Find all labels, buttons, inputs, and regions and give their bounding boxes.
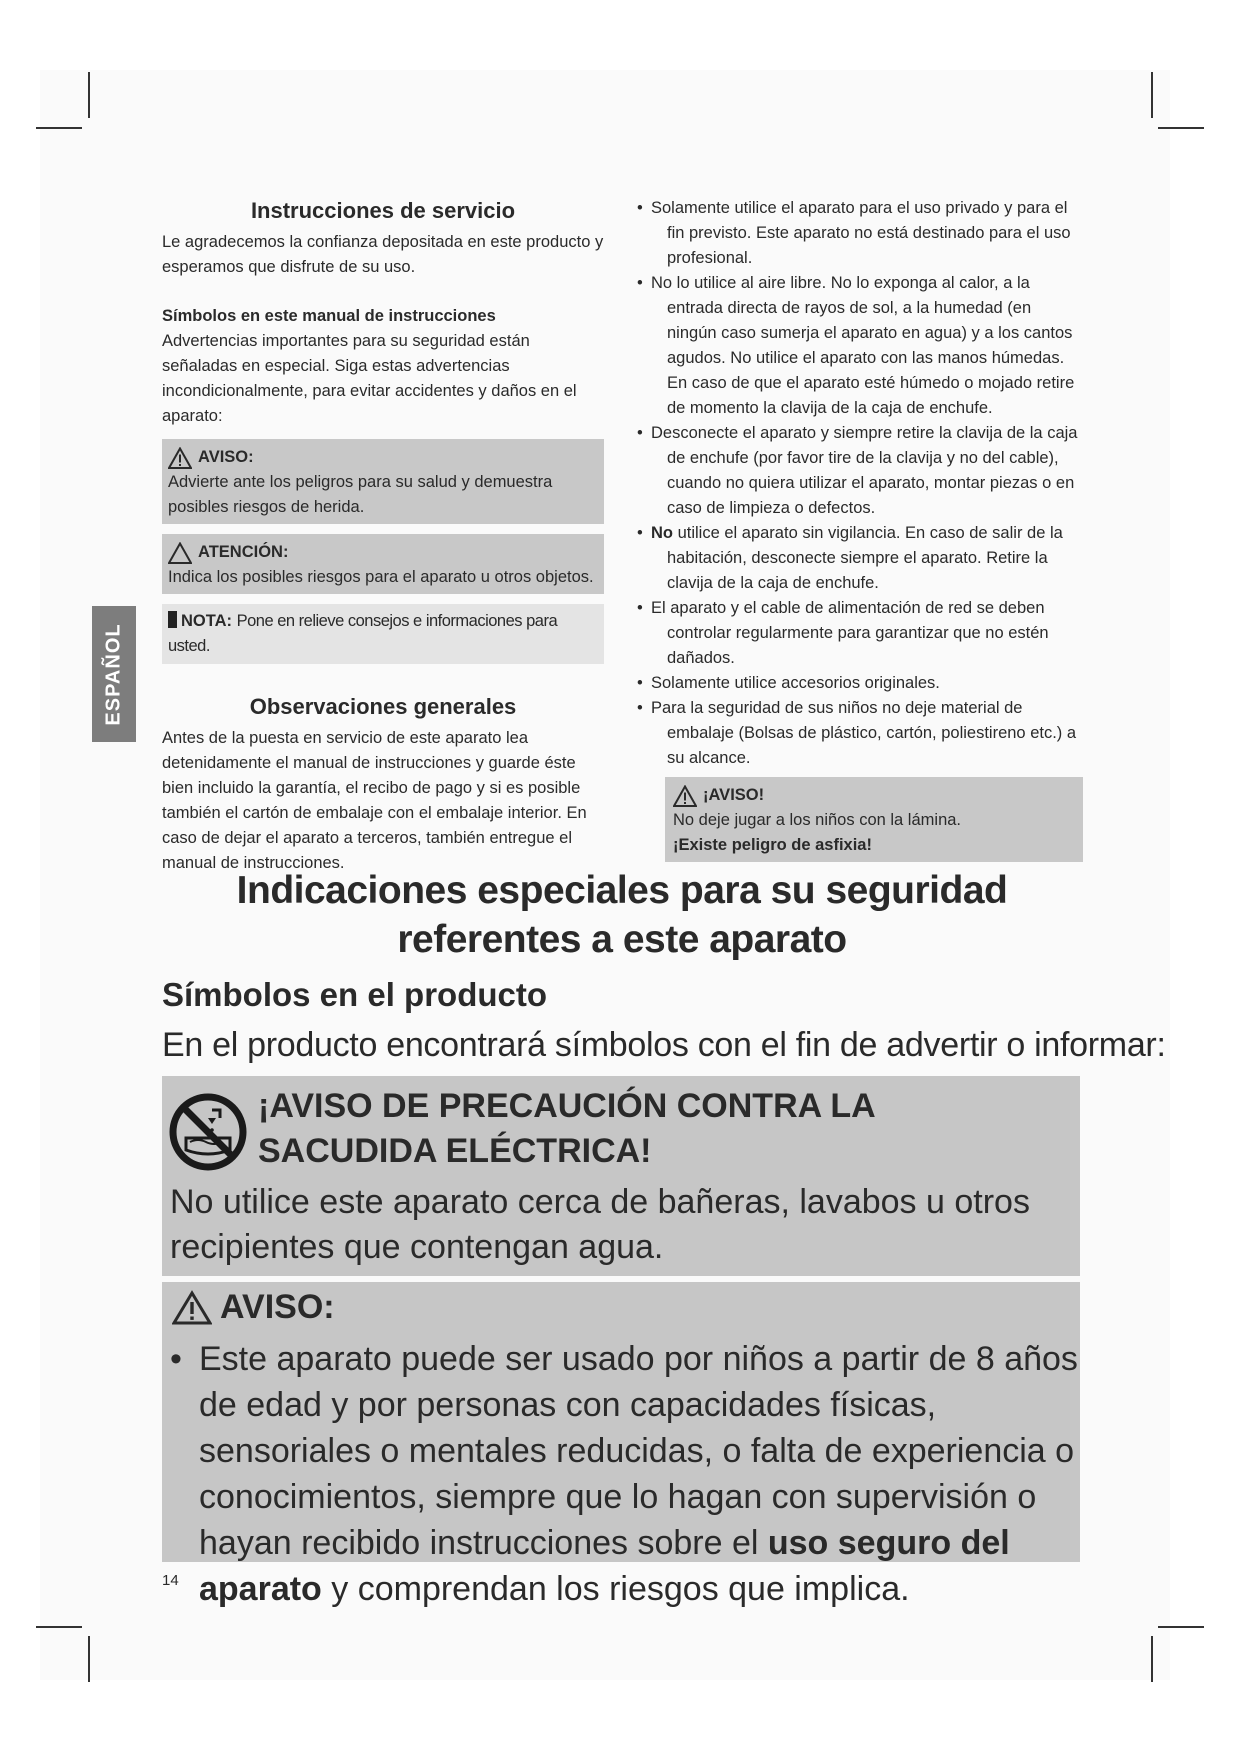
info-icon [168, 611, 177, 628]
safety-bullet-item [637, 696, 1083, 771]
intro-text: Le agradecemos la confianza depositada en este producto y esperamos que disfrute de su uso. [162, 233, 604, 276]
warning-exclamation-icon [172, 1290, 212, 1326]
safety-bullet-text: Desconecte el aparato y siempre retire la clavija de la caja de enchufe (por favor tire de la clavija y no del cable), cuando no quiera utilizar el aparato, montar piezas o en caso de limpieza o defectos. [651, 424, 1078, 517]
special-safety-title-line2: referentes a este aparato [397, 918, 847, 961]
children-aviso-text-bold: uso seguro del aparato [199, 1524, 1010, 1608]
language-tab-label: ESPAÑOL [102, 622, 125, 726]
aviso-suffocation-bold: ¡Existe peligro de asfixia! [673, 836, 872, 854]
aviso-text: Advierte ante los peligros para su salud y demuestra posibles riesgos de herida. [168, 473, 553, 516]
no-water-bath-icon [168, 1092, 248, 1172]
product-symbols-intro: En el producto encontrará símbolos con el fin de advertir o informar: [162, 1026, 1166, 1064]
crop-mark [36, 1626, 82, 1628]
nota-text: Pone en relieve consejos e informaciones para usted. [168, 612, 558, 655]
page-number: 14 [162, 1572, 179, 1589]
crop-mark [1158, 127, 1204, 129]
left-column [162, 196, 604, 876]
crop-mark [88, 72, 90, 118]
nota-label: NOTA: [181, 612, 233, 630]
safety-bullet-emphasis: No [651, 524, 673, 542]
safety-bullet-item [637, 196, 1083, 271]
electric-shock-heading: ¡AVISO DE PRECAUCIÓN CONTRA LA SACUDIDA ELÉCTRICA! [258, 1087, 875, 1170]
safety-bullet-item [637, 421, 1083, 521]
safety-bullet-text: utilice el aparato sin vigilancia. En caso de salir de la habitación, desconecte siempre el aparato. Retire la clavija de la caja de enchufe. [667, 524, 1063, 592]
children-aviso-item: • Este aparato puede ser usado por niños a partir de 8 años de edad y por personas con capacidades físicas, sensoriales o mentales reducidas, o falta de experiencia o conocimientos, siempre que lo hagan con supervisión o hayan recibido instrucciones sobre el uso seguro del aparato y comprendan los riesgos que implica. [170, 1340, 1078, 1608]
children-aviso-text-b: y comprendan los riesgos que implica. [321, 1570, 910, 1608]
nota-box [162, 604, 604, 664]
crop-mark [36, 127, 82, 129]
atencion-label: ATENCIÓN: [198, 543, 289, 561]
electric-shock-warning-box [162, 1076, 1080, 1276]
atencion-box [162, 534, 604, 594]
children-aviso-text-a: Este aparato puede ser usado por niños a partir de 8 años de edad y por personas con capacidades físicas, sensoriales o mentales reducidas, o falta de experiencia o conocimientos, siempre que lo hagan con supervisión o hayan recibido instrucciones sobre el [199, 1340, 1078, 1562]
crop-mark [88, 1636, 90, 1682]
crop-mark [1158, 1626, 1204, 1628]
safety-bullet-text: No lo utilice al aire libre. No lo exponga al calor, a la entrada directa de rayos de sol, a la humedad (en ningún caso sumerja el aparato en agua) y a los cantos agudos. No utilice el aparato con las manos húmedas. En caso de que el aparato esté húmedo o mojado retire de momento la clavija de la caja de enchufe. [651, 274, 1075, 417]
right-column [637, 196, 1083, 862]
safety-bullet-text: El aparato y el cable de alimentación de red se deben controlar regularmente para garantizar que no estén dañados. [651, 599, 1049, 667]
aviso-suffocation-label: ¡AVISO! [703, 786, 765, 804]
warning-exclamation-icon [168, 447, 192, 469]
aviso-box [162, 439, 604, 524]
crop-mark [1151, 72, 1153, 118]
crop-mark [1151, 1636, 1153, 1682]
warning-triangle-icon [168, 542, 192, 564]
safety-bullet-text: Para la seguridad de sus niños no deje material de embalaje (Bolsas de plástico, cartón, poliestireno etc.) a su alcance. [651, 699, 1077, 767]
aviso-suffocation-box [665, 777, 1083, 862]
safety-bullet-item [637, 271, 1083, 421]
safety-bullet-item [637, 596, 1083, 671]
atencion-text: Indica los posibles riesgos para el aparato u otros objetos. [168, 568, 594, 586]
children-aviso-list [162, 1336, 1082, 1612]
electric-shock-text: No utilice este aparato cerca de bañeras, lavabos u otros recipientes que contengan agua. [170, 1183, 1030, 1266]
symbols-text: Advertencias importantes para su seguridad están señaladas en especial. Siga estas advertencias incondicionalmente, para evitar accidentes y daños en el aparato: [162, 332, 577, 425]
symbols-heading: Símbolos en este manual de instrucciones [162, 307, 496, 325]
safety-bullet-list [637, 196, 1083, 771]
special-safety-title [162, 866, 1082, 964]
warning-exclamation-icon [673, 785, 697, 807]
product-symbols-title: Símbolos en el producto [162, 976, 548, 1013]
safety-bullet-item [637, 671, 1083, 696]
aviso-label: AVISO: [198, 448, 254, 466]
safety-bullet-text: Solamente utilice accesorios originales. [651, 674, 940, 692]
safety-bullet-text: Solamente utilice el aparato para el uso privado y para el fin previsto. Este aparato no está destinado para el uso profesional. [651, 199, 1071, 267]
language-tab [92, 606, 136, 742]
children-aviso-label: AVISO: [220, 1288, 335, 1326]
service-instructions-title: Instrucciones de servicio [250, 198, 516, 223]
aviso-suffocation-text: No deje jugar a los niños con la lámina. [673, 811, 962, 829]
general-observations-text: Antes de la puesta en servicio de este aparato lea detenidamente el manual de instrucciones y guarde éste bien incluido la garantía, el recibo de pago y si es posible también el cartón de embalaje con el embalaje interior. En caso de dejar el aparato a terceros, también entregue el manual de instrucciones. [162, 729, 587, 872]
general-observations-title: Observaciones generales [249, 694, 517, 719]
safety-bullet-item [637, 521, 1083, 596]
special-safety-title-line1: Indicaciones especiales para su seguridad [236, 869, 1008, 912]
